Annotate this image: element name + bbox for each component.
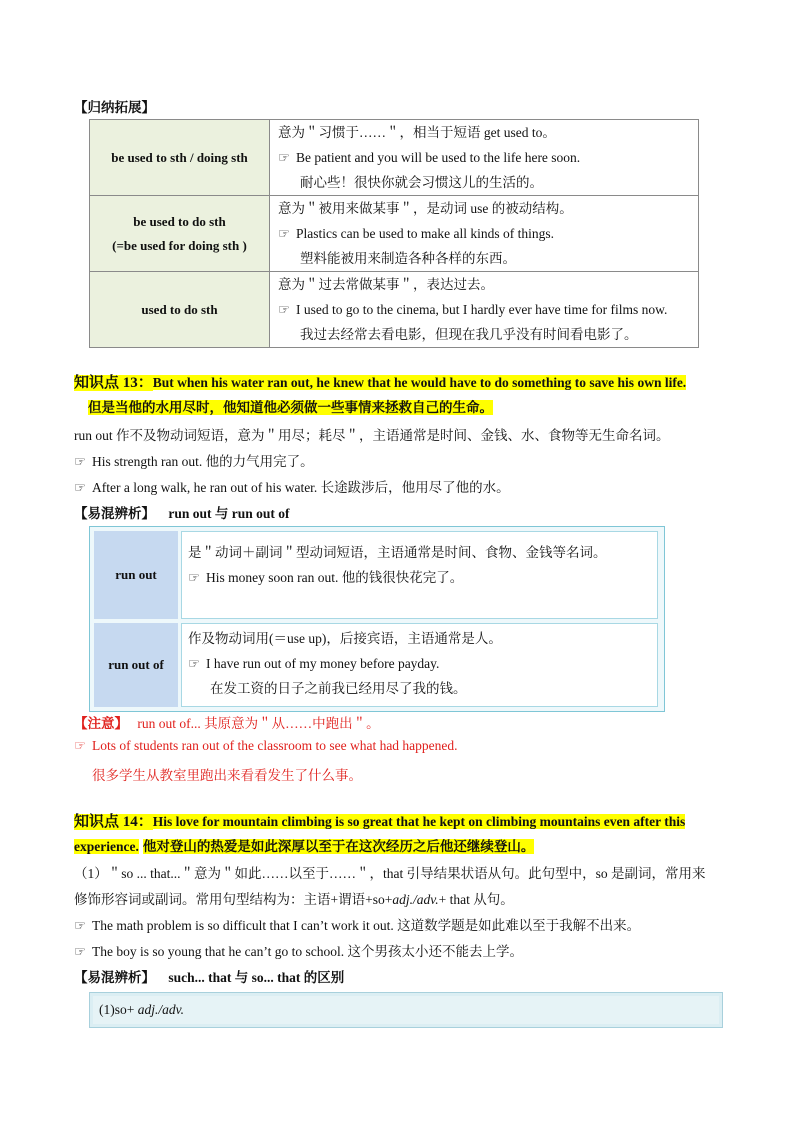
pointing-hand-icon: ☞ [278,150,291,165]
compare-key: run out [94,531,178,619]
note-label: 【注意】 [74,716,128,731]
table-row [90,120,699,196]
summary-heading: 【归纳拓展】 [74,100,155,115]
note-text: run out of... 其原意为＂从……中跑出＂。 [137,716,380,731]
table-value-cell: 意为＂被用来做某事＂，是动词 use 的被动结构。 ☞ Plastics can be used to make all kinds of things. 塑料能被用来制造各种各样的东西。 [270,196,699,272]
kp13-example: ☞ His strength ran out. 他的力气用完了。 [74,454,314,469]
kp13-label: 知识点 13： [74,375,153,391]
pointing-hand-icon: ☞ [188,656,201,671]
kp14-label: 知识点 14： [74,814,153,830]
kp14-example: ☞ The boy is so young that he can’t go to school. 这个男孩太小还不能去上学。 [74,944,523,959]
pointing-hand-icon: ☞ [74,480,87,495]
kp13-explanation: run out 作不及物动词短语，意为＂用尽；耗尽＂，主语通常是时间、金钱、水、食物等无生命名词。 [74,428,670,443]
kp14-title-cont: experience. 他对登山的热爱是如此深厚以至于在这次经历之后他还继续登山。 [74,839,535,854]
kp14-explanation: （1）＂so ... that...＂意为＂如此……以至于……＂，that 引导结果状语从句。此句型中，so 是副词，常用来 [74,866,706,881]
compare-value: 作及物动词用(＝use up)，后接宾语，主语通常是人。 ☞ I have run out of my money before payday. 在发工资的日子之前我已经用尽了我的钱。 [181,623,658,707]
table-key-cell: used to do sth [90,272,270,348]
note-example: ☞ Lots of students ran out of the classroom to see what had happened. [74,738,458,753]
table-value-cell: 意为＂过去常做某事＂，表达过去。 ☞ I used to go to the cinema, but I hardly ever have time for films now. 我过去经常去看电影，但现在我几乎没有时间看电影了。 [270,272,699,348]
pointing-hand-icon: ☞ [74,738,87,753]
kp14-confusion-heading: 【易混辨析】 such... that 与 so... that 的区别 [74,970,345,985]
kp14-example: ☞ The math problem is so difficult that I can’t work it out. 这道数学题是如此难以至于我解不出来。 [74,918,641,933]
kp13-title [74,372,686,394]
table-key-cell: be used to sth / doing sth [90,120,270,196]
pointing-hand-icon: ☞ [74,454,87,469]
compare-key: run out of [94,623,178,707]
usage-table [89,119,699,348]
table-value-cell: 意为＂习惯于……＂，相当于短语 get used to。 ☞ Be patient and you will be used to the life here soon. 耐心些！很快你就会习惯这儿的生活的。 [270,120,699,196]
kp13-sentence-zh: 但是当他的水用尽时，他知道他必须做一些事情来拯救自己的生命。 [88,400,493,415]
kp13-confusion-heading: 【易混辨析】 run out 与 run out of [74,506,290,521]
kp14-sentence-en: His love for mountain climbing is so great that he kept on climbing mountains even after this [152,814,686,829]
kp13-sentence-en: But when his water ran out, he knew that he would have to do something to save his own life. [152,375,687,390]
kp13-sentence-zh-wrap [88,398,493,418]
compare-value: 是＂动词＋副词＂型动词短语，主语通常是时间、食物、金钱等名词。 ☞ His money soon ran out. 他的钱很快花完了。 [181,531,658,619]
note-example-zh: 很多学生从教室里跑出来看看发生了什么事。 [92,768,362,783]
table-row [90,196,699,272]
run-out-compare-box [89,526,665,712]
kp14-title [74,811,685,833]
kp14-explanation-cont: 修饰形容词或副词。常用句型结构为：主语+谓语+so+adj./adv.+ that 从句。 [74,892,514,907]
pointing-hand-icon: ☞ [74,944,87,959]
kp13-example: ☞ After a long walk, he ran out of his water. 长途跋涉后，他用尽了他的水。 [74,480,510,495]
table-row [90,272,699,348]
pointing-hand-icon: ☞ [278,226,291,241]
table-key-cell: be used to do sth (=be used for doing sth ) [90,196,270,272]
so-that-box [89,992,723,1028]
so-that-box-content: (1)so+ adj./adv. [93,996,719,1024]
pointing-hand-icon: ☞ [74,918,87,933]
kp14-sentence-zh: 他对登山的热爱是如此深厚以至于在这次经历之后他还继续登山。 [142,839,535,854]
note-line [74,712,380,732]
pointing-hand-icon: ☞ [278,302,291,317]
pointing-hand-icon: ☞ [188,570,201,585]
